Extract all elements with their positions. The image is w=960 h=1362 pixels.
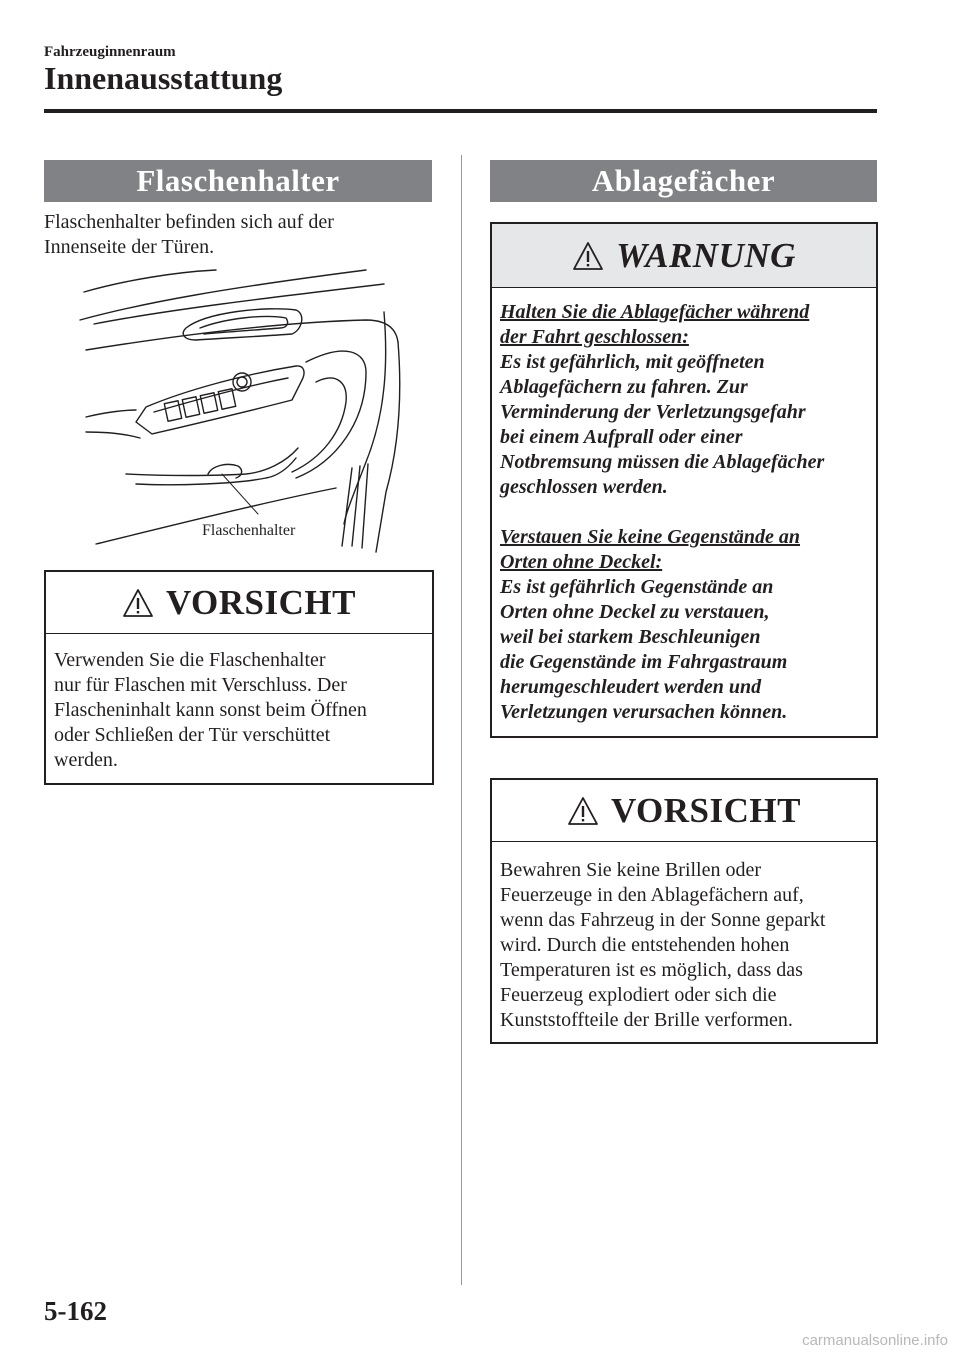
warning-line: geschlossen werden. bbox=[500, 476, 668, 498]
caution-line: Temperaturen ist es möglich, dass das bbox=[500, 959, 803, 981]
warning-paragraph-2 bbox=[500, 525, 868, 725]
caution-label: VORSICHT bbox=[165, 582, 356, 622]
warning-line: Es ist gefährlich Gegenstände an bbox=[500, 576, 774, 598]
chapter-label: Fahrzeuginnenraum bbox=[44, 44, 176, 60]
warning-body bbox=[492, 288, 876, 735]
watermark: carmanualsonline.info bbox=[802, 1332, 948, 1349]
column-divider bbox=[461, 155, 462, 1285]
page-number: 5-162 bbox=[44, 1296, 107, 1326]
caution-line: Flascheninhalt kann sonst beim Öffnen bbox=[54, 699, 367, 721]
caution-body bbox=[492, 842, 876, 1043]
intro-line: Innenseite der Türen. bbox=[44, 236, 215, 258]
warning-line: Verminderung der Verletzungsgefahr bbox=[500, 401, 806, 423]
warning-line: herumgeschleudert werden und bbox=[500, 676, 762, 698]
header-rule bbox=[44, 109, 877, 113]
warning-label: WARNUNG bbox=[616, 235, 796, 275]
warning-header bbox=[492, 224, 876, 288]
caution-box-ablagefaecher bbox=[490, 778, 878, 1044]
caution-label: VORSICHT bbox=[610, 790, 801, 830]
heading-ablagefaecher: Ablagefächer bbox=[490, 160, 877, 202]
warning-title-line: Verstauen Sie keine Gegenstände an bbox=[500, 526, 801, 548]
warning-line: bei einem Aufprall oder einer bbox=[500, 426, 743, 448]
caution-line: Feuerzeuge in den Ablagefächern auf, bbox=[500, 884, 804, 906]
warning-triangle-icon bbox=[122, 588, 154, 618]
caution-body bbox=[46, 634, 432, 783]
caution-line: oder Schließen der Tür verschüttet bbox=[54, 724, 331, 746]
warning-line: Notbremsung müssen die Ablagefächer bbox=[500, 451, 825, 473]
warning-line: Orten ohne Deckel zu verstauen, bbox=[500, 601, 770, 623]
warning-paragraph-1 bbox=[500, 300, 868, 500]
caution-line: werden. bbox=[54, 749, 118, 771]
warning-title-line: der Fahrt geschlossen: bbox=[500, 326, 689, 348]
heading-flaschenhalter: Flaschenhalter bbox=[44, 160, 432, 202]
section-title: Innenausstattung bbox=[44, 60, 283, 96]
warning-line: weil bei starkem Beschleunigen bbox=[500, 626, 761, 648]
warning-triangle-icon bbox=[572, 241, 604, 271]
caution-line: nur für Flaschen mit Verschluss. Der bbox=[54, 674, 347, 696]
caution-line: wird. Durch die entstehenden hohen bbox=[500, 934, 790, 956]
warning-line: Verletzungen verursachen können. bbox=[500, 701, 788, 723]
intro-line: Flaschenhalter befinden sich auf der bbox=[44, 211, 334, 233]
caution-line: wenn das Fahrzeug in der Sonne geparkt bbox=[500, 909, 826, 931]
warning-title-line: Halten Sie die Ablagefächer während bbox=[500, 301, 810, 323]
caution-box-flaschenhalter bbox=[44, 570, 434, 785]
door-panel-illustration bbox=[66, 262, 416, 554]
warning-line: Es ist gefährlich, mit geöffneten bbox=[500, 351, 765, 373]
caution-line: Kunststoffteile der Brille verformen. bbox=[500, 1009, 793, 1031]
warning-triangle-icon bbox=[567, 796, 599, 826]
warning-line: Ablagefächern zu fahren. Zur bbox=[500, 376, 748, 398]
caution-header bbox=[492, 780, 876, 842]
warning-box bbox=[490, 222, 878, 738]
door-panel-figure bbox=[66, 262, 416, 554]
warning-title-line: Orten ohne Deckel: bbox=[500, 551, 663, 573]
figure-label: Flaschenhalter bbox=[202, 522, 296, 539]
caution-header bbox=[46, 572, 432, 634]
intro-text bbox=[44, 210, 434, 260]
caution-line: Verwenden Sie die Flaschenhalter bbox=[54, 649, 326, 671]
warning-line: die Gegenstände im Fahrgastraum bbox=[500, 651, 788, 673]
caution-line: Bewahren Sie keine Brillen oder bbox=[500, 859, 762, 881]
caution-line: Feuerzeug explodiert oder sich die bbox=[500, 984, 777, 1006]
